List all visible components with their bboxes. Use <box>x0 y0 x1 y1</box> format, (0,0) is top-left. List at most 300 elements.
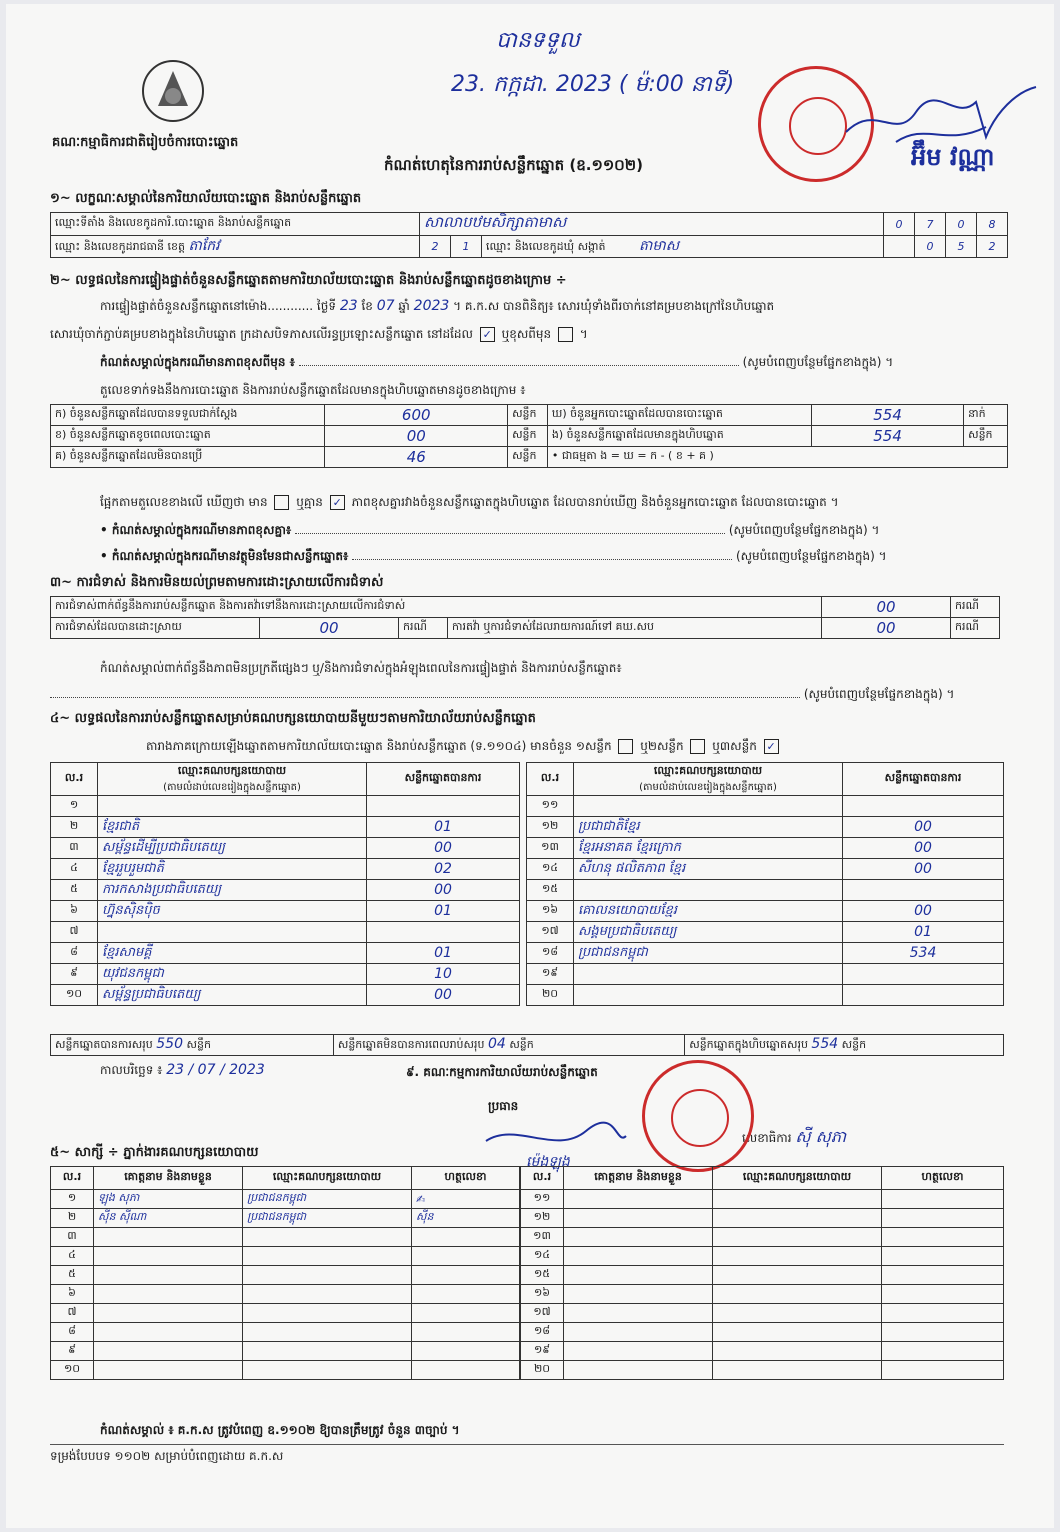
section1-heading: ១~ លក្ខណៈសម្គាល់នៃការិយាល័យបោះឆ្នោត និងរាប់សន្លឹកឆ្នោត <box>50 191 362 206</box>
resolved-label: ការជំទាស់ដែលបានដោះស្រាយ <box>51 618 260 639</box>
witness-party <box>243 1266 412 1285</box>
note3-label: • កំណត់សម្គាល់ក្នុងករណីមានវត្ថុមិនមែនជាសន្លឹកឆ្នោត៖ <box>100 549 349 563</box>
compare-text: ផ្អែកតាមតួលេខខាងលើ ឃើញថា មាន <box>100 495 268 509</box>
witness-signature <box>882 1323 1004 1342</box>
result-row <box>51 901 520 922</box>
commune-value: តាមាស <box>639 238 680 254</box>
section2-heading: ២~ លទ្ធផលនៃការផ្ទៀងផ្ទាត់ចំនួនសន្លឹកឆ្នោតតាមការិយាល័យបោះឆ្នោត និងរាប់សន្លឹកឆ្នោតដូចខាងក្រោម ÷ <box>50 273 567 288</box>
location-value: សាលាបឋមសិក្សាតាមាស <box>420 213 884 236</box>
witness-signature <box>882 1266 1004 1285</box>
witness-row <box>51 1228 520 1247</box>
witness-name <box>564 1209 713 1228</box>
national-emblem-icon <box>138 56 208 126</box>
result-row <box>527 880 1004 901</box>
result-no: ១៩ <box>527 964 574 985</box>
form-paper <box>6 4 1054 1528</box>
verification-year: 2023 <box>413 298 450 314</box>
result-no: ៨ <box>51 943 98 964</box>
count-label-d: ឃ) ចំនួនអ្នកបោះឆ្នោតដែលបានបោះឆ្នោត <box>547 405 811 426</box>
total-invalid-value: 04 <box>487 1036 506 1052</box>
result-party <box>574 880 843 901</box>
section3-note-line <box>50 686 954 704</box>
result-party: គោលនយោបាយខ្មែរ <box>574 901 843 922</box>
resolved-value: 00 <box>260 618 399 639</box>
witness-name: ស៊ីន ស៊ីណា <box>94 1209 243 1228</box>
intro-text: ឬ២សន្លឹក <box>640 739 684 753</box>
result-party: សម្ព័ន្ធដើម្បីប្រជាធិបតេយ្យ <box>98 838 367 859</box>
result-row <box>527 838 1004 859</box>
result-no: ១៧ <box>527 922 574 943</box>
result-row <box>527 859 1004 880</box>
form-title: កំណត់ហេតុនៃការរាប់សន្លឹកឆ្នោត (ឧ.១១០២) <box>384 156 644 174</box>
verification-text: សោរឃុំចាក់ភ្ជាប់គម្របខាងក្នុងនៃហិបឆ្នោត ក្រដាសបិទភាសលើរន្ធប្រឡោះសន្លឹកឆ្នោត នៅដដែល <box>50 327 473 341</box>
stamp-inner-ring-icon <box>671 1089 729 1147</box>
result-votes <box>367 922 520 943</box>
total-valid-label: សន្លឹកឆ្នោតបានការសរុប <box>55 1038 153 1051</box>
commune-digit: 5 <box>946 236 977 258</box>
result-party: ការកសាងប្រជាធិបតេយ្យ <box>98 880 367 901</box>
section1-table <box>50 212 1008 258</box>
intro-text: តារាងភាគក្រោយឡើងឆ្នោតតាមការិយាល័យបោះឆ្នោត និងរាប់សន្លឹកឆ្នោត (ទ.១១០៤) មានចំនួន ១សន្លឹក <box>146 739 612 753</box>
witness-party <box>713 1190 882 1209</box>
result-no: ៣ <box>51 838 98 859</box>
section3-suffix: (សូមបំពេញបន្ថែមផ្នែកខាងក្នុង) ។ <box>803 687 955 701</box>
witness-signature <box>882 1361 1004 1380</box>
footer-form-ref: ទម្រង់បែបបទ ១១០២ សម្រាប់បំពេញដោយ គ.ក.ស <box>50 1449 284 1463</box>
para3: តួលេខទាក់ទងនឹងការបោះឆ្នោត និងការរាប់សន្លឹកឆ្នោតដែលមានក្នុងហិបឆ្នោតមានដូចខាងក្រោម ៖ <box>100 383 526 397</box>
total-valid-value: 550 <box>156 1036 183 1052</box>
province-digit-text: 2 <box>431 240 439 253</box>
total-box-value: 554 <box>811 1036 839 1052</box>
witness-party <box>713 1342 882 1361</box>
section3-dots <box>50 697 800 698</box>
witness-party <box>713 1266 882 1285</box>
witness-name <box>94 1266 243 1285</box>
code-digit: 8 <box>977 213 1008 236</box>
result-row <box>51 859 520 880</box>
commune-digit: 0 <box>915 236 946 258</box>
col-party: ឈ្មោះគណបក្សនយោបាយ <box>243 1167 412 1190</box>
witness-party <box>713 1361 882 1380</box>
col-party <box>98 763 367 796</box>
count-label-c: គ) ចំនួនសន្លឹកឆ្នោតដែលមិនបានប្រើ <box>51 447 325 468</box>
official-stamp-bottom <box>642 1060 754 1172</box>
col-no: ល.រ <box>51 1167 94 1190</box>
section3-heading: ៣~ ការជំទាស់ និងការមិនយល់ព្រមតាមការដោះស្រាយលើការជំទាស់ <box>50 575 384 590</box>
org-name: គណៈកម្មាធិការជាតិរៀបចំការបោះឆ្នោត <box>52 135 239 150</box>
witness-row <box>521 1323 1004 1342</box>
count-value-e: 554 <box>812 426 964 447</box>
witness-signature <box>882 1209 1004 1228</box>
result-no: ២០ <box>527 985 574 1006</box>
count-unit: សន្លឹក <box>964 426 1008 447</box>
witness-table-right <box>520 1166 1004 1380</box>
witness-name <box>564 1361 713 1380</box>
witness-row <box>521 1247 1004 1266</box>
witness-party <box>713 1228 882 1247</box>
witness-party <box>243 1304 412 1323</box>
witness-no: ១៥ <box>521 1266 564 1285</box>
witness-row <box>521 1266 1004 1285</box>
has-difference-checkbox[interactable] <box>274 495 289 510</box>
result-row <box>51 817 520 838</box>
total-invalid-label: សន្លឹកឆ្នោតមិនបានការពេលរាប់សរុប <box>337 1038 485 1051</box>
result-row <box>527 943 1004 964</box>
witness-name <box>564 1266 713 1285</box>
witness-row <box>51 1361 520 1380</box>
witness-no: ១៩ <box>521 1342 564 1361</box>
province-digit <box>420 236 451 258</box>
witness-no: ៥ <box>51 1266 94 1285</box>
col-party-title: ឈ្មោះគណបក្សនយោបាយ <box>653 763 763 777</box>
total-invalid-cell <box>333 1035 684 1056</box>
reported-label: ការតវ៉ា ឬការជំទាស់ដែលរាយការណ៍ទៅ គឃ.សប <box>448 618 822 639</box>
witness-no: ១៧ <box>521 1304 564 1323</box>
result-row <box>51 796 520 817</box>
witness-name <box>94 1342 243 1361</box>
totals-table <box>50 1034 1004 1056</box>
signoff-date-label: កាលបរិច្ឆេទ ៖ <box>100 1063 163 1077</box>
result-row <box>527 796 1004 817</box>
col-party-sub: (តាមលំដាប់លេខរៀងក្នុងសន្លឹកឆ្នោត) <box>163 781 301 793</box>
total-unit: សន្លឹក <box>841 1038 867 1051</box>
witness-row <box>521 1285 1004 1304</box>
commune-cell <box>482 236 884 258</box>
result-votes: 00 <box>843 838 1004 859</box>
count-value-d: 554 <box>812 405 964 426</box>
objections-table <box>50 596 1000 639</box>
note3-dots <box>352 559 732 560</box>
code-digit: 7 <box>915 213 946 236</box>
col-no: ល.រ <box>51 763 98 796</box>
note1-dots <box>299 365 739 366</box>
result-no: ២ <box>51 817 98 838</box>
result-votes: 00 <box>843 817 1004 838</box>
total-unit: សន្លឹក <box>186 1038 211 1051</box>
verification-text: ។ គ.ក.ស បានពិនិត្យ៖ សោរឃុំទាំងពីរចាក់នៅគម្របខាងក្រៅនៃហិបឆ្នោត <box>453 299 775 313</box>
witness-party <box>713 1209 882 1228</box>
chair-name: ម៉េងឡុង <box>526 1154 570 1170</box>
reported-value: 00 <box>822 618 951 639</box>
witness-row <box>521 1228 1004 1247</box>
result-party: សម្ព័ន្ធប្រជាធិបតេយ្យ <box>98 985 367 1006</box>
two-sheet-checkbox[interactable] <box>690 739 705 754</box>
compare-line <box>100 494 839 512</box>
resolved-unit: ករណី <box>399 618 448 639</box>
witness-name <box>564 1304 713 1323</box>
witness-party <box>243 1342 412 1361</box>
witness-no: ១១ <box>521 1190 564 1209</box>
witness-signature <box>412 1323 520 1342</box>
total-valid-cell <box>51 1035 334 1056</box>
results-table-left <box>50 762 520 1006</box>
result-no: ៥ <box>51 880 98 901</box>
col-name: គោត្តនាម និងនាមខ្លួន <box>564 1167 713 1190</box>
result-no: ៦ <box>51 901 98 922</box>
witness-row <box>51 1304 520 1323</box>
chair-label: ប្រធាន <box>488 1099 519 1113</box>
signoff-date: 23 / 07 / 2023 <box>166 1062 265 1078</box>
result-no: ១១ <box>527 796 574 817</box>
witness-name <box>94 1323 243 1342</box>
col-votes: សន្លឹកឆ្នោតបានការ <box>367 763 520 796</box>
witness-party: ប្រជាជនកម្ពុជា <box>243 1209 412 1228</box>
witness-row <box>51 1285 520 1304</box>
count-label-b: ខ) ចំនួនសន្លឹកឆ្នោតខូចពេលបោះឆ្នោត <box>51 426 325 447</box>
witness-no: ៦ <box>51 1285 94 1304</box>
witness-signature <box>882 1190 1004 1209</box>
witness-signature <box>412 1228 520 1247</box>
province-label <box>51 236 420 258</box>
witness-row <box>521 1209 1004 1228</box>
result-party <box>98 796 367 817</box>
result-votes: 00 <box>367 985 520 1006</box>
reported-unit: ករណី <box>951 618 1000 639</box>
count-unit: នាក់ <box>964 405 1008 426</box>
count-value-a: 600 <box>325 405 508 426</box>
result-row <box>527 985 1004 1006</box>
result-votes <box>843 880 1004 901</box>
code-digit: 0 <box>946 213 977 236</box>
note3-line <box>100 548 887 566</box>
witness-name <box>564 1342 713 1361</box>
result-no: ១៦ <box>527 901 574 922</box>
verification-month: 07 <box>376 298 395 314</box>
province-label-text: ឈ្មោះ និងលេខកូដរាជធានី ខេត្ត <box>55 240 185 253</box>
count-unit: សន្លឹក <box>508 405 548 426</box>
note3-suffix: (សូមបំពេញបន្ថែមផ្នែកខាងក្នុង) ។ <box>735 549 887 563</box>
witness-name <box>94 1228 243 1247</box>
result-no: ១២ <box>527 817 574 838</box>
province-digit-text: 1 <box>462 240 470 253</box>
result-votes: 00 <box>843 859 1004 880</box>
col-party: ឈ្មោះគណបក្សនយោបាយ <box>713 1167 882 1190</box>
witness-signature: ✍ <box>412 1190 520 1209</box>
commune-label: ឈ្មោះ និងលេខកូដឃុំ សង្កាត់ <box>486 240 606 253</box>
result-row <box>51 985 520 1006</box>
result-party: យុវជនកម្ពុជា <box>98 964 367 985</box>
secretary-line <box>742 1126 846 1150</box>
witness-no: ១០ <box>51 1361 94 1380</box>
result-votes <box>843 796 1004 817</box>
witness-signature <box>412 1285 520 1304</box>
witness-row <box>51 1190 520 1209</box>
received-label: បានទទួល <box>496 28 580 53</box>
count-unit: សន្លឹក <box>508 426 548 447</box>
witness-name <box>564 1323 713 1342</box>
count-value-b: 00 <box>325 426 508 447</box>
witness-name <box>94 1361 243 1380</box>
col-no: ល.រ <box>527 763 574 796</box>
secretary-name: ស៊ី សុភា <box>795 1127 847 1146</box>
witness-no: ៧ <box>51 1304 94 1323</box>
section3-note: កំណត់សម្គាល់ពាក់ព័ន្ធនឹងភាពមិនប្រក្រតីផ្សេងៗ ឬ/និងការជំទាស់ក្នុងអំឡុងពេលនៃការផ្ទៀងផ្ទាត់ និងការរាប់សន្លឹកឆ្នោត៖ <box>100 661 622 675</box>
note1-suffix: (សូមបំពេញបន្ថែមផ្នែកខាងក្នុង) ។ <box>742 355 894 369</box>
witness-party <box>713 1323 882 1342</box>
result-row <box>527 922 1004 943</box>
witness-party <box>713 1285 882 1304</box>
witness-signature <box>412 1361 520 1380</box>
result-party: ខ្មែរជាតិ <box>98 817 367 838</box>
province-digit <box>451 236 482 258</box>
three-sheet-checkbox[interactable]: ✓ <box>764 739 779 754</box>
result-no: ១៨ <box>527 943 574 964</box>
result-row <box>51 943 520 964</box>
code-digit: 0 <box>884 213 915 236</box>
result-votes: 01 <box>367 901 520 922</box>
witness-name: ឡុង សុភា <box>94 1190 243 1209</box>
witness-no: ១២ <box>521 1209 564 1228</box>
verification-text: ខែ <box>361 299 373 313</box>
total-unit: សន្លឹក <box>509 1038 534 1051</box>
province-value: តាកែវ <box>188 238 220 254</box>
result-votes: 00 <box>367 880 520 901</box>
witness-no: ២០ <box>521 1361 564 1380</box>
witness-row <box>521 1304 1004 1323</box>
result-no: ១៣ <box>527 838 574 859</box>
result-party: សង្គមប្រជាធិបតេយ្យ <box>574 922 843 943</box>
witness-row <box>51 1209 520 1228</box>
witness-no: ៩ <box>51 1342 94 1361</box>
result-party: ប្រជាជនកម្ពុជា <box>574 943 843 964</box>
result-no: ៧ <box>51 922 98 943</box>
counts-table <box>50 404 1008 468</box>
witness-no: ១៣ <box>521 1228 564 1247</box>
result-votes: 10 <box>367 964 520 985</box>
witness-row <box>51 1323 520 1342</box>
col-sign: ហត្ថលេខា <box>412 1167 520 1190</box>
col-party-title: ឈ្មោះគណបក្សនយោបាយ <box>177 763 287 777</box>
witness-name <box>564 1228 713 1247</box>
verification-text: ឬខុសពីមុន <box>501 327 552 341</box>
result-no: ៤ <box>51 859 98 880</box>
result-no: ១៤ <box>527 859 574 880</box>
col-party-sub: (តាមលំដាប់លេខរៀងក្នុងសន្លឹកឆ្នោត) <box>639 781 777 793</box>
signoff-date-line <box>100 1062 265 1080</box>
footer-divider <box>50 1444 1004 1445</box>
note1-line <box>100 354 893 372</box>
note2-line <box>100 522 879 540</box>
verification-day: 23 <box>339 298 358 314</box>
witness-signature <box>882 1247 1004 1266</box>
result-party <box>574 964 843 985</box>
count-label-a: ក) ចំនួនសន្លឹកឆ្នោតដែលបានទទួលជាក់ស្តែង <box>51 405 325 426</box>
witness-no: ១៨ <box>521 1323 564 1342</box>
verification-text: ឆ្នាំ <box>398 299 410 313</box>
witness-party: ប្រជាជនកម្ពុជា <box>243 1190 412 1209</box>
witness-signature <box>882 1285 1004 1304</box>
witness-name <box>94 1304 243 1323</box>
result-party <box>574 796 843 817</box>
witness-row <box>51 1247 520 1266</box>
result-party: ហ្វ៊ុនស៊ិនប៉ិច <box>98 901 367 922</box>
note2-dots <box>295 533 725 534</box>
note1-label: កំណត់សម្គាល់ក្នុងករណីមានភាពខុសពីមុន ៖ <box>100 355 295 369</box>
empty-cell <box>884 236 915 258</box>
result-votes: 00 <box>843 901 1004 922</box>
witness-name <box>564 1285 713 1304</box>
witness-party <box>713 1247 882 1266</box>
same-checkbox[interactable]: ✓ <box>480 327 495 342</box>
verification-text: ការផ្ទៀងផ្ទាត់ចំនួនសន្លឹកឆ្នោតនៅម៉ោង............ ថ្ងៃទី <box>100 299 336 313</box>
different-checkbox[interactable] <box>558 327 573 342</box>
result-row <box>51 964 520 985</box>
col-no: ល.រ <box>521 1167 564 1190</box>
section4-heading: ៤~ លទ្ធផលនៃការរាប់សន្លឹកឆ្នោតសម្រាប់គណបក្សនយោបាយនីមួយៗតាមការិយាល័យរាប់សន្លឹកឆ្នោត <box>50 711 536 726</box>
objection-label: ការជំទាស់ពាក់ព័ន្ធនឹងការរាប់សន្លឹកឆ្នោត និងការតវ៉ាទៅនឹងការដោះស្រាយលើការជំទាស់ <box>51 597 822 618</box>
witness-signature <box>882 1342 1004 1361</box>
witness-party <box>243 1247 412 1266</box>
witness-party <box>243 1285 412 1304</box>
result-no: ១ <box>51 796 98 817</box>
witness-signature <box>882 1304 1004 1323</box>
result-row <box>527 817 1004 838</box>
verification-line2: សោរឃុំចាក់ភ្ជាប់គម្របខាងក្នុងនៃហិបឆ្នោត ក្រដាសបិទភាសលើរន្ធប្រឡោះសន្លឹកឆ្នោត នៅដដែល ✓ ឬខុសពីមុន ។ <box>50 327 588 341</box>
witness-no: ៨ <box>51 1323 94 1342</box>
col-sign: ហត្ថលេខា <box>882 1167 1004 1190</box>
result-row <box>527 901 1004 922</box>
witness-no: ១៦ <box>521 1285 564 1304</box>
result-party: ខ្មែរសាមគ្គី <box>98 943 367 964</box>
witness-signature <box>882 1228 1004 1247</box>
result-votes <box>367 796 520 817</box>
one-sheet-checkbox[interactable] <box>618 739 633 754</box>
col-votes: សន្លឹកឆ្នោតបានការ <box>843 763 1004 796</box>
result-row <box>51 880 520 901</box>
witness-signature <box>412 1342 520 1361</box>
verification-line1 <box>100 298 774 316</box>
witness-no: ៤ <box>51 1247 94 1266</box>
result-row <box>51 922 520 943</box>
witness-signature <box>412 1266 520 1285</box>
col-name: គោត្តនាម និងនាមខ្លួន <box>94 1167 243 1190</box>
witness-party <box>243 1228 412 1247</box>
section5-heading: ៥~ សាក្សី ÷ ភ្នាក់ងារគណបក្សនយោបាយ <box>50 1145 259 1160</box>
result-votes: 01 <box>843 922 1004 943</box>
total-box-cell <box>685 1035 1004 1056</box>
result-votes: 02 <box>367 859 520 880</box>
result-votes: 01 <box>367 817 520 838</box>
result-party: ខ្មែររួបរួមជាតិ <box>98 859 367 880</box>
col-party <box>574 763 843 796</box>
location-label: ឈ្មោះទីតាំង និងលេខកូដការិ.បោះឆ្នោត និងរាប់សន្លឹកឆ្នោត <box>51 213 420 236</box>
result-no: ១៥ <box>527 880 574 901</box>
objection-value: 00 <box>822 597 951 618</box>
result-no: ១០ <box>51 985 98 1006</box>
result-no: ៩ <box>51 964 98 985</box>
count-label-e: ង) ចំនួនសន្លឹកឆ្នោតដែលមានក្នុងហិបឆ្នោត <box>547 426 811 447</box>
objection-unit: ករណី <box>951 597 1000 618</box>
compare-text: ឬគ្មាន <box>296 495 323 509</box>
result-votes: 534 <box>843 943 1004 964</box>
result-votes: 00 <box>367 838 520 859</box>
results-table-right <box>526 762 1004 1006</box>
result-party: ខ្មែរអនាគត ខ្មែរក្រោក <box>574 838 843 859</box>
note2-label: • កំណត់សម្គាល់ក្នុងករណីមានភាពខុសគ្នា៖ <box>100 523 292 537</box>
result-party <box>574 985 843 1006</box>
witness-row <box>51 1266 520 1285</box>
witness-row <box>521 1361 1004 1380</box>
result-votes <box>843 985 1004 1006</box>
no-difference-checkbox[interactable]: ✓ <box>330 495 345 510</box>
witness-no: ២ <box>51 1209 94 1228</box>
commune-digit: 2 <box>977 236 1008 258</box>
witness-row <box>521 1342 1004 1361</box>
received-name: អ៊ឹម វណ្ណា <box>911 143 995 171</box>
received-signature-icon <box>836 82 1046 162</box>
result-votes: 01 <box>367 943 520 964</box>
result-party <box>98 922 367 943</box>
